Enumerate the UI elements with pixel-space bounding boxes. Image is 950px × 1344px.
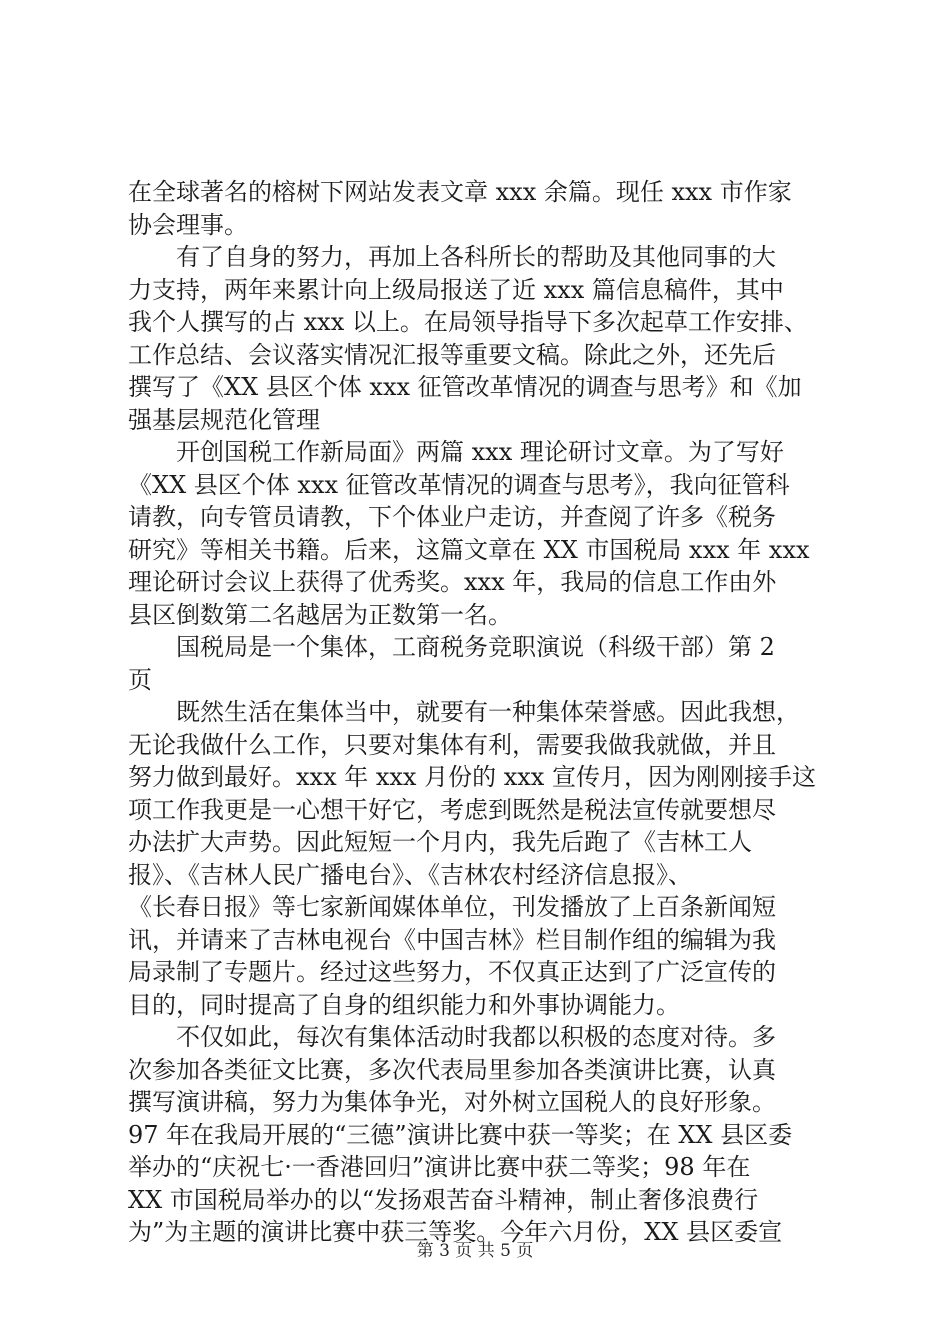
document-body <box>128 176 838 1249</box>
text-line: 次参加各类征文比赛，多次代表局里参加各类演讲比赛，认真 <box>128 1055 776 1084</box>
text-line: 项工作我更是一心想干好它，考虑到既然是税法宣传就要想尽 <box>128 795 776 824</box>
text-line: 既然生活在集体当中，就要有一种集体荣誉感。因此我想， <box>128 698 800 726</box>
text-line: 为”为主题的演讲比赛中获三等奖。今年六月份，XX 县区委宣 <box>128 1218 783 1246</box>
text-line: 《XX 县区个体 xxx 征管改革情况的调查与思考》，我向征管科 <box>128 470 790 499</box>
text-line: 县区倒数第二名越居为正数第一名。 <box>128 600 512 629</box>
text-line: 开创国税工作新局面》两篇 xxx 理论研讨文章。为了写好 <box>128 438 784 466</box>
text-line: 我个人撰写的占 xxx 以上。在局领导指导下多次起草工作安排、 <box>128 308 808 336</box>
text-line: 努力做到最好。xxx 年 xxx 月份的 xxx 宣传月，因为刚刚接手这 <box>128 763 816 791</box>
text-line: XX 市国税局举办的以“发扬艰苦奋斗精神，制止奢侈浪费行 <box>128 1185 759 1214</box>
text-line: 《长春日报》等七家新闻媒体单位，刊发播放了上百条新闻短 <box>128 893 776 921</box>
text-line: 力支持，两年来累计向上级局报送了近 xxx 篇信息稿件，其中 <box>128 275 784 304</box>
text-line: 强基层规范化管理 <box>128 405 320 434</box>
text-line: 办法扩大声势。因此短短一个月内，我先后跑了《吉林工人 <box>128 828 752 856</box>
page-number-footer: 第 3 页 共 5 页 <box>416 1241 534 1261</box>
text-line: 页 <box>128 665 152 694</box>
text-line: 理论研讨会议上获得了优秀奖。xxx 年，我局的信息工作由外 <box>128 568 777 596</box>
text-line: 请教，向专管员请教，下个体业户走访，并查阅了许多《税务 <box>128 503 776 531</box>
text-line: 97 年在我局开展的“三德”演讲比赛中获一等奖；在 XX 县区委 <box>128 1120 793 1149</box>
text-line: 不仅如此，每次有集体活动时我都以积极的态度对待。多 <box>128 1023 776 1051</box>
text-line: 举办的“庆祝七·一香港回归”演讲比赛中获二等奖；98 年在 <box>128 1153 751 1181</box>
text-line: 工作总结、会议落实情况汇报等重要文稿。除此之外，还先后 <box>128 340 776 369</box>
text-line: 国税局是一个集体，工商税务竞职演说（科级干部）第 2 <box>128 633 775 661</box>
text-line: 局录制了专题片。经过这些努力，不仅真正达到了广泛宣传的 <box>128 958 776 986</box>
text-line: 报》、《吉林人民广播电台》、《吉林农村经济信息报》、 <box>128 860 692 889</box>
text-line: 撰写演讲稿，努力为集体争光，对外树立国税人的良好形象。 <box>128 1088 776 1116</box>
text-line: 目的，同时提高了自身的组织能力和外事协调能力。 <box>128 990 680 1019</box>
text-line: 有了自身的努力，再加上各科所长的帮助及其他同事的大 <box>128 243 776 271</box>
text-line: 撰写了《XX 县区个体 xxx 征管改革情况的调查与思考》和《加 <box>128 373 802 401</box>
text-line: 在全球著名的榕树下网站发表文章 xxx 余篇。现任 xxx 市作家 <box>128 178 792 206</box>
text-line: 研究》等相关书籍。后来，这篇文章在 XX 市国税局 xxx 年 xxx <box>128 535 810 564</box>
text-line: 协会理事。 <box>128 210 248 239</box>
text-line: 讯，并请来了吉林电视台《中国吉林》栏目制作组的编辑为我 <box>128 925 776 954</box>
text-line: 无论我做什么工作，只要对集体有利，需要我做我就做，并且 <box>128 730 776 759</box>
